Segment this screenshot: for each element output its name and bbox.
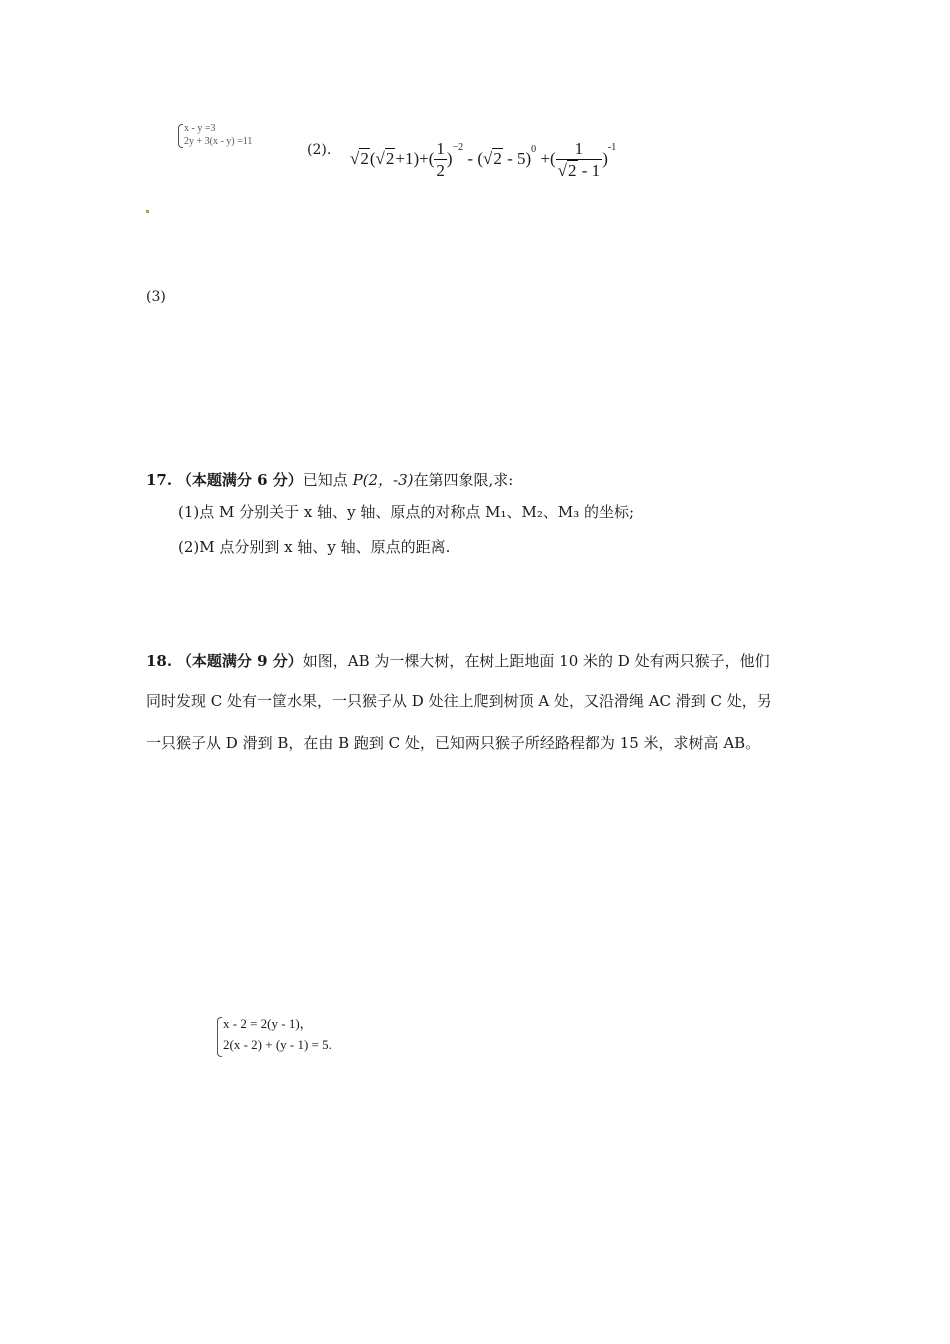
sqrt-2-inner: √2 (375, 149, 395, 168)
system-equation-2: 2y + 3(x - y) =11 (184, 136, 253, 147)
fraction-reciprocal: $\frac{1}{√2 - 1}$ (557, 138, 601, 180)
question-17-intro: 已知点 (302, 471, 353, 489)
bottom-equation-1: x - 2 = 2(y - 1)， (223, 1016, 313, 1031)
bottom-equation-2: 2(x - 2) + (y - 1) = 5. (223, 1037, 332, 1052)
fraction-half: $\frac{1}{2}$ (436, 138, 445, 180)
point-coords: (2，-3) (362, 471, 414, 489)
plus-one: +1)+( (395, 149, 435, 168)
minus-paren: - ( (463, 149, 483, 168)
close-paren: ) (446, 149, 453, 168)
question-18-line-1 (146, 651, 770, 671)
plus-paren: +( (536, 149, 556, 168)
question-18-line-2: 同时发现 C 处有一筐水果，一只猴子从 D 处往上爬到树顶 A 处，又沿滑绳 AC 滑到 C 处，另 (146, 692, 772, 710)
sqrt-2: √2 (350, 149, 369, 168)
bottom-system-brace (217, 1017, 222, 1057)
item-2-label: (2). (307, 142, 332, 158)
close-paren-2: ) (602, 149, 608, 168)
question-17-heading (146, 470, 513, 490)
minus-five: - 5) (502, 149, 532, 168)
question-18-number: 18. (146, 652, 173, 670)
question-17-number: 17. (146, 471, 173, 489)
question-17-intro-end: 在第四象限,求: (413, 471, 514, 489)
fraction-denominator: √2 - 1 (557, 160, 601, 180)
exponent-zero: 0 (531, 143, 537, 155)
question-18-score: （本题满分 9 分） (176, 652, 303, 670)
sqrt-2-third: √2 (483, 149, 502, 168)
question-17-part-2: (2)M 点分别到 x 轴、y 轴、原点的距离. (178, 538, 451, 556)
open-paren: ( (369, 149, 376, 168)
exponent-neg1: -1 (607, 141, 617, 153)
question-17-part-1: (1)点 M 分别关于 x 轴、y 轴、原点的对称点 M₁、M₂、M₃ 的坐标; (178, 503, 635, 521)
question-18-text-1: 如图，AB 为一棵大树，在树上距地面 10 米的 D 处有两只猴子，他们 (302, 652, 770, 670)
question-18-line-3: 一只猴子从 D 滑到 B，在由 B 跑到 C 处，已知两只猴子所经路程都为 15 米，求树高 AB。 (146, 734, 761, 752)
marker-dot (146, 210, 149, 213)
point-label: P (352, 471, 363, 489)
math-expression (350, 134, 616, 184)
question-17-score: （本题满分 6 分） (176, 471, 303, 489)
exponent-neg2: −2 (452, 141, 464, 153)
item-3-label: (3) (146, 289, 166, 305)
system-equation-1: x - y =3 (184, 123, 216, 134)
system-brace (178, 124, 183, 148)
